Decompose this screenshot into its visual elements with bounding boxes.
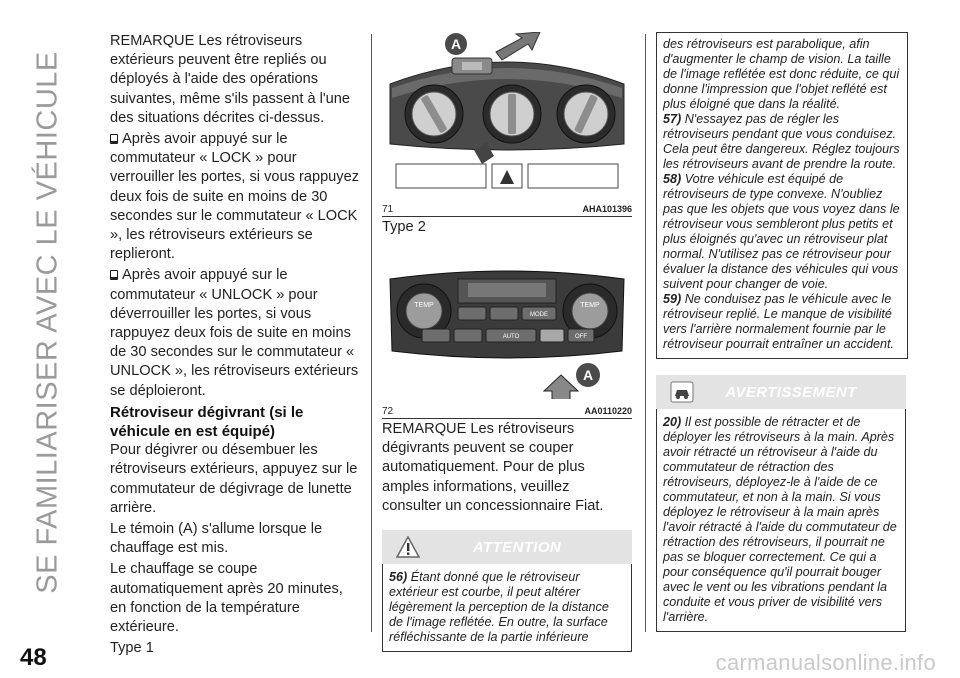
attention-text: Étant donné que le rétroviseur extérieur est courbe, il peut altérer légèrement la perception de la distance de l'image reflétée. En outre, la surface réfléchissante de la partie inférieure (389, 570, 609, 645)
callout-a-label: A (450, 36, 462, 52)
note-number: 57) (663, 112, 682, 126)
note-59-text: Ne conduisez pas le véhicule avec le rétroviseur replié. Le manque de visibilité vers l'arrière normalement fournie par le rétroviseur pourrait entraîner un accident. (663, 292, 895, 351)
warning-text: Il est possible de rétracter et de déployer les rétroviseurs à la main. Après avoir rétracté un rétroviseur à l'aide du commutateur de rétraction des rétroviseurs, déployez-le à l'aide de ce commutateur, et non à la main. Si vous déployez le rétroviseur à la main après l'avoir rétracté à l'aide du commutateur de rétraction des rétroviseurs, il pourrait ne pas se bloquer correctement. Ce qui a pour conséquence qu'il pourrait bouger avec le vent ou les vibrations pendant la conduite et vous priver de visibilité vers l'arrière. (663, 415, 897, 624)
auto-off-paragraph: Le chauffage se coupe automatiquement après 20 minutes, en fonction de la température extérieure. (110, 561, 343, 636)
callout-a-label: A (582, 367, 594, 383)
figure-72-caption (382, 404, 632, 419)
remark-paragraph: REMARQUE Les rétroviseurs extérieurs peuvent être repliés ou déployés à l'aide des opérations suivantes, même s'ils passent à l'une des situations décrites ci-dessus. (110, 33, 350, 126)
attention-continued-box (656, 32, 908, 359)
column-divider-right (645, 34, 646, 632)
defrost-paragraph: Pour dégivrer ou désembuer les rétroviseurs extérieurs, appuyez sur le commutateur de dégivrage de lunette arrière. (110, 442, 358, 516)
bullet-unlock: Après avoir appuyé sur le commutateur « UNLOCK » pour déverrouiller les portes, si vous rappuyez deux fois de suite en moins de 30 secondes sur le commutateur « UNLOCK », les rétroviseurs extérieurs se déploieront. (110, 267, 359, 399)
warning-header (656, 375, 906, 409)
column-1 (110, 32, 362, 659)
figure-number: 72 (382, 406, 394, 417)
figure-71-type: Type 2 (382, 219, 426, 235)
auto-label: AUTO (502, 334, 520, 340)
bullet-icon (110, 270, 118, 280)
figure-code: AA0110220 (584, 406, 632, 416)
page-number: 48 (20, 644, 47, 671)
type-label: Type 1 (110, 640, 154, 657)
off-label: OFF (575, 334, 587, 340)
temp-right-label: TEMP (580, 302, 600, 309)
remark-defrost: REMARQUE Les rétroviseurs dégivrants peuvent se couper automatiquement. Pour de plus amples informations, veuillez consulter un concessionnaire Fiat. (382, 421, 604, 514)
watermark: carmanualsonline.info (715, 650, 936, 675)
temp-left-label: TEMP (414, 302, 434, 309)
figure-code: AHA101396 (582, 204, 632, 214)
note-number: 20) (663, 415, 682, 429)
figure-72 (382, 241, 632, 419)
figure-71-illustration (382, 32, 632, 197)
attention-header (382, 530, 632, 564)
bullet-lock: Après avoir appuyé sur le commutateur « LOCK » pour verrouiller les portes, si vous rappuyez deux fois de suite en moins de 30 secondes sur le commutateur « LOCK », les rétroviseurs extérieurs se replieront. (110, 131, 360, 263)
note-57-text: N'essayez pas de régler les rétroviseurs pendant que vous conduisez. Cela peut être dangereux. Réglez toujours les rétroviseurs avant de prendre la route. (663, 112, 900, 171)
mode-label: MODE (530, 312, 548, 318)
car-warning-icon (670, 381, 694, 403)
attention-box (382, 530, 632, 652)
column-2 (382, 32, 632, 652)
section-heading: Rétroviseur dégivrant (si le véhicule en est équipé) (110, 403, 304, 441)
attention-body (382, 564, 632, 652)
column-3 (656, 32, 908, 632)
figure-72-illustration (382, 241, 632, 399)
warning-body (656, 409, 906, 632)
note-number: 58) (663, 172, 682, 186)
column-divider-left (371, 34, 372, 632)
warning-title: AVERTISSEMENT (725, 383, 857, 401)
note-number: 56) (389, 570, 408, 585)
warning-triangle-icon (396, 536, 420, 558)
indicator-paragraph: Le témoin (A) s'allume lorsque le chauffage est mis. (110, 521, 323, 557)
note-58-text: Votre véhicule est équipé de rétroviseurs de type convexe. N'oubliez pas que les objets que vous voyez dans le rétroviseur vous sembleront plus petits et plus éloignés qu'avec un rétroviseur plat normal. N'utilisez pas ce rétroviseur pour évaluer la distance des véhicules qui vous suivent pour changer de voie. (663, 172, 900, 291)
attention-title: ATTENTION (472, 538, 562, 556)
figure-71-caption (382, 202, 632, 217)
attention-continued-text: des rétroviseurs est parabolique, afin d'augmenter le champ de vision. La taille de l'image reflétée est donc réduite, ce qui donne l'impression que l'objet reflété est plus éloigné que dans la réalité. (663, 37, 900, 111)
bullet-icon (110, 134, 118, 144)
note-number: 59) (663, 292, 682, 306)
warning-box (656, 375, 908, 632)
figure-number: 71 (382, 204, 394, 215)
figure-71 (382, 32, 632, 235)
side-chapter-title: SE FAMILIARISER AVEC LE VÉHICULE (31, 50, 64, 594)
